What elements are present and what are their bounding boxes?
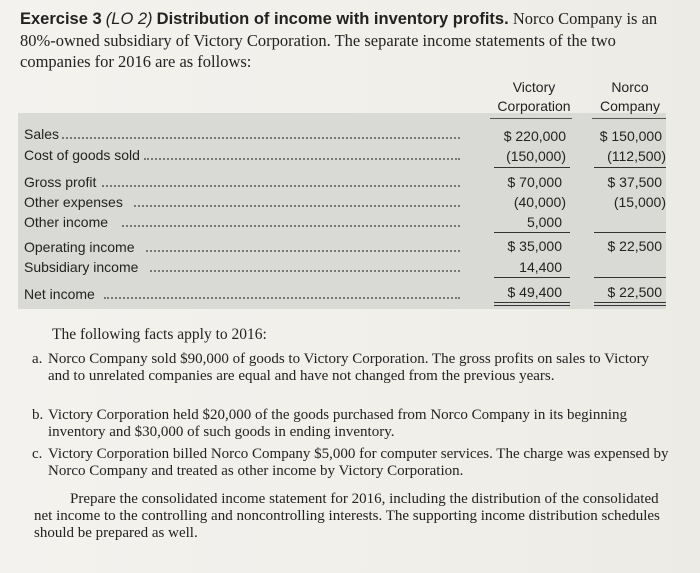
income-statement-table [18, 113, 666, 309]
norco-gross-profit: $ 37,500 [607, 174, 662, 190]
fact-item-c [32, 446, 672, 480]
dot-leader [144, 158, 460, 160]
fact-letter: b. [32, 407, 44, 423]
dot-leader [150, 270, 460, 272]
norco-operating-income: $ 22,500 [607, 238, 662, 254]
subtotal-rule [594, 277, 666, 278]
total-double-rule [594, 302, 666, 303]
subtotal-rule [494, 167, 570, 168]
fact-text: Victory Corporation held $20,000 of the goods purchased from Norco Company in its beginning inventory and $30,000 of such goods in ending inventory. [48, 407, 628, 440]
norco-cogs: (112,500) [607, 148, 666, 164]
column-header-line: Company [600, 98, 660, 114]
row-label-sales: Sales [24, 126, 60, 142]
fact-item-a [32, 351, 672, 385]
column-header-line: Victory [512, 79, 556, 95]
victory-gross-profit: $ 70,000 [507, 174, 562, 190]
dot-leader [122, 225, 460, 227]
facts-intro: The following facts apply to 2016: [52, 326, 267, 343]
victory-net-income: $ 49,400 [507, 284, 562, 300]
dot-leader [62, 137, 460, 139]
dot-leader [146, 250, 460, 252]
subtotal-rule [494, 232, 570, 233]
subtotal-rule [594, 232, 666, 233]
subtotal-rule [494, 277, 570, 278]
row-label-other-income: Other income [24, 214, 109, 230]
dot-leader [134, 205, 460, 207]
row-label-gross-profit: Gross profit [24, 174, 97, 190]
fact-text: Norco Company sold $90,000 of goods to Victory Corporation. The gross profits on sales to Victory and to unrelated companies are equal and have not changed from the previous years. [48, 351, 650, 384]
exercise-heading [20, 8, 680, 72]
dot-leader [104, 297, 460, 299]
column-header-victory [484, 78, 584, 116]
total-double-rule [494, 302, 570, 303]
instruction-paragraph: Prepare the consolidated income statement for 2016, including the distribution of the consolidated net income to the controlling and noncontrolling interests. The supporting income distribution schedules should be prepared as well. [34, 491, 660, 541]
subtotal-rule [594, 167, 666, 168]
victory-subsidiary-income: 14,400 [519, 259, 562, 275]
row-label-cogs: Cost of goods sold [24, 147, 140, 163]
fact-letter: c. [32, 446, 43, 462]
dot-leader [102, 185, 460, 187]
header-rule [490, 118, 572, 119]
norco-other-expenses: (15,000) [613, 194, 666, 210]
column-header-line: Corporation [497, 98, 571, 114]
column-header-norco [580, 78, 680, 116]
fact-text: Victory Corporation billed Norco Company $5,000 for computer services. The charge was expensed by Norco Company and treated as other income by Victory Corporation. [48, 446, 669, 479]
learning-objective: (LO 2) [105, 10, 153, 28]
victory-other-income: 5,000 [526, 214, 562, 230]
victory-other-expenses: (40,000) [513, 194, 566, 210]
row-label-other-expenses: Other expenses [24, 194, 123, 210]
fact-letter: a. [32, 351, 43, 367]
fact-item-b [32, 407, 672, 441]
row-label-operating-income: Operating income [24, 239, 135, 255]
column-header-line: Norco [611, 79, 649, 95]
row-label-net-income: Net income [24, 286, 95, 302]
exercise-label: Exercise 3 [20, 10, 102, 28]
norco-net-income: $ 22,500 [607, 284, 662, 300]
victory-operating-income: $ 35,000 [507, 238, 562, 254]
header-rule [592, 118, 666, 119]
victory-cogs: (150,000) [506, 148, 566, 164]
exercise-title: Distribution of income with inventory profits. [156, 10, 509, 28]
exercise-intro: Norco Company is an 80%-owned subsidiary of Victory Corporation. The separate income statements of the two companies for 2016 are as follows: [20, 9, 658, 71]
row-label-subsidiary-income: Subsidiary income [24, 259, 139, 275]
norco-sales: $ 150,000 [599, 128, 662, 144]
total-double-rule [494, 305, 570, 306]
total-double-rule [594, 305, 666, 306]
victory-sales: $ 220,000 [503, 128, 566, 144]
